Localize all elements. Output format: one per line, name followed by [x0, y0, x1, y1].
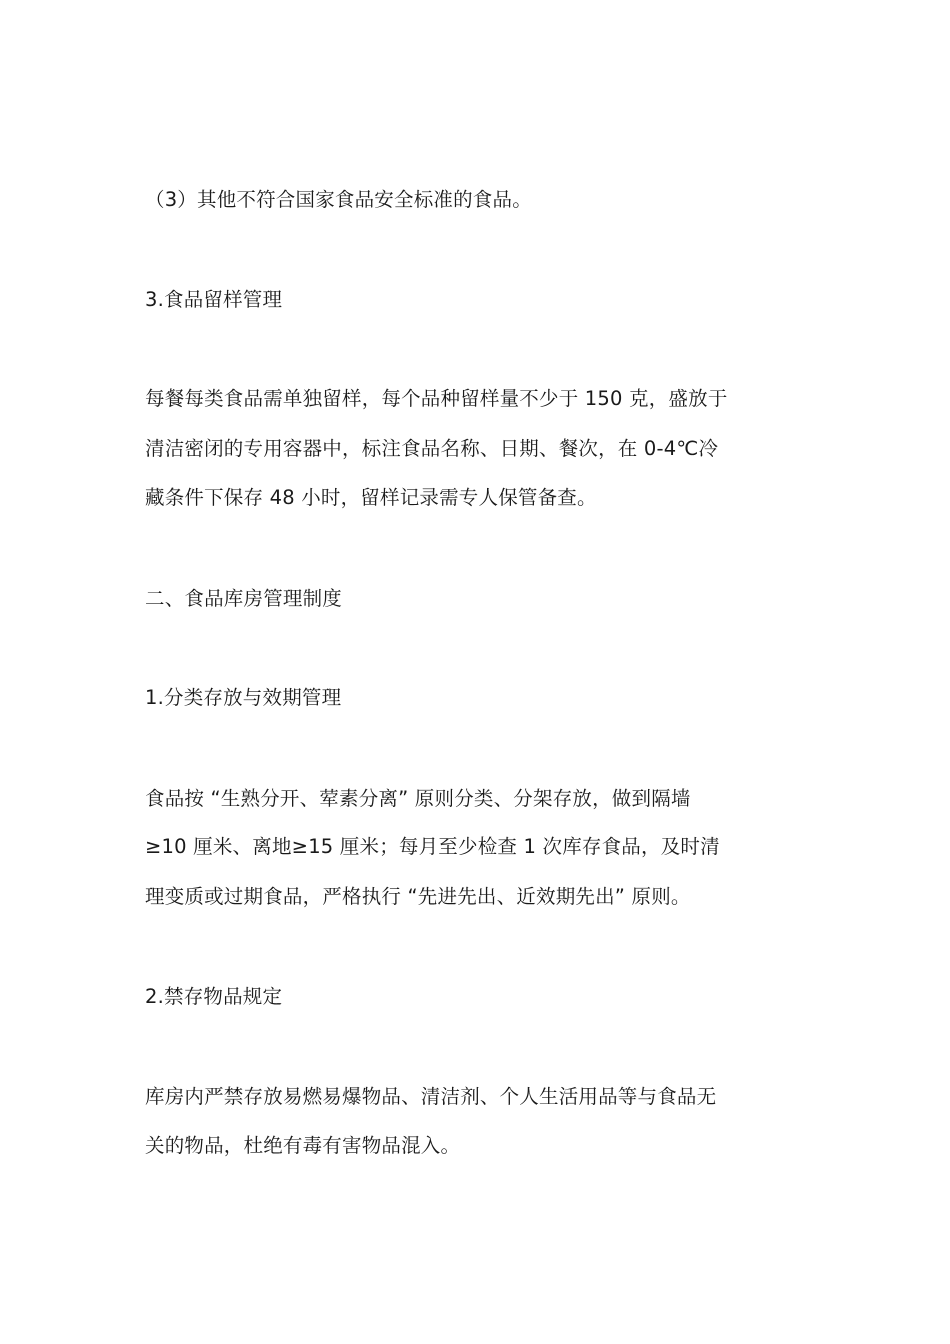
paragraph-line: 藏条件下保存 48 小时，留样记录需专人保管备查。 — [145, 486, 597, 509]
section-heading-prohibited: 2.禁存物品规定 — [145, 985, 283, 1008]
paragraph-line: 库房内严禁存放易燃易爆物品、清洁剂、个人生活用品等与食品无 — [145, 1085, 717, 1108]
paragraph-line: 清洁密闭的专用容器中，标注食品名称、日期、餐次，在 0-4℃冷 — [145, 437, 719, 460]
paragraph-line: 理变质或过期食品，严格执行 “先进先出、近效期先出” 原则。 — [145, 885, 691, 908]
chapter-heading-storage: 二、食品库房管理制度 — [145, 587, 343, 610]
section-heading-classification: 1.分类存放与效期管理 — [145, 686, 342, 709]
section-heading-sample-retention: 3.食品留样管理 — [145, 288, 283, 311]
paragraph-line: 食品按 “生熟分开、荤素分离” 原则分类、分架存放，做到隔墙 — [145, 787, 691, 810]
paragraph-line: 每餐每类食品需单独留样，每个品种留样量不少于 150 克，盛放于 — [145, 387, 728, 410]
list-item-3: （3）其他不符合国家食品安全标准的食品。 — [145, 188, 532, 211]
paragraph-line: 关的物品，杜绝有毒有害物品混入。 — [145, 1134, 461, 1157]
paragraph-line: ≥10 厘米、离地≥15 厘米；每月至少检查 1 次库存食品，及时清 — [145, 835, 720, 858]
